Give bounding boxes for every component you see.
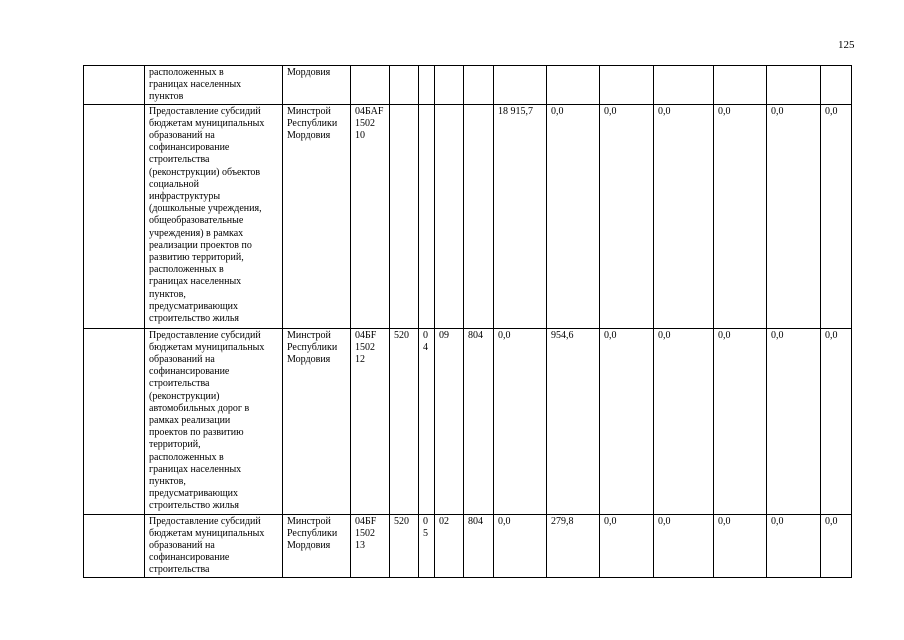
value-cell: 0,0: [654, 104, 714, 328]
value-cell: 0,0: [714, 328, 767, 514]
grbs-cell: 520: [390, 514, 419, 577]
code-cell: 04БF 1502 13: [351, 514, 390, 577]
value-cell: 0,0: [821, 328, 852, 514]
vr-cell: 804: [464, 328, 494, 514]
rz-cell: 0 5: [419, 514, 435, 577]
value-cell: [821, 66, 852, 105]
value-cell: [547, 66, 600, 105]
name-cell: расположенных в границах населенных пунктов: [145, 66, 283, 105]
rz-cell: [419, 104, 435, 328]
code-cell: [351, 66, 390, 105]
pr-cell: [435, 104, 464, 328]
value-cell: 279,8: [547, 514, 600, 577]
value-cell: 0,0: [714, 514, 767, 577]
number-cell: [84, 104, 145, 328]
executor-cell: Минстрой Республики Мордовия: [283, 328, 351, 514]
pr-cell: 02: [435, 514, 464, 577]
executor-cell: Минстрой Республики Мордовия: [283, 514, 351, 577]
grbs-cell: [390, 104, 419, 328]
value-cell: 0,0: [494, 328, 547, 514]
value-cell: [714, 66, 767, 105]
vr-cell: [464, 66, 494, 105]
number-cell: [84, 514, 145, 577]
table-row: [84, 514, 852, 577]
value-cell: 0,0: [821, 104, 852, 328]
name-cell: Предоставление субсидий бюджетам муниципальных образований на софинансирование строительства (реконструкции) объектов социальной инфраструктуры (дошкольные учреждения, общеобразовательные учреждения) в рамках реализации проектов по развитию территорий, расположенных в границах населенных пунктов, предусматривающих строительство жилья: [145, 104, 283, 328]
grbs-cell: [390, 66, 419, 105]
rz-cell: [419, 66, 435, 105]
table-row: [84, 328, 852, 514]
value-cell: 0,0: [654, 328, 714, 514]
name-cell: Предоставление субсидий бюджетам муниципальных образований на софинансирование строительства: [145, 514, 283, 577]
vr-cell: 804: [464, 514, 494, 577]
value-cell: 0,0: [767, 328, 821, 514]
pr-cell: 09: [435, 328, 464, 514]
code-cell: 04БАF 1502 10: [351, 104, 390, 328]
executor-cell: Мордовия: [283, 66, 351, 105]
value-cell: 0,0: [600, 104, 654, 328]
table-row: [84, 104, 852, 328]
value-cell: 0,0: [600, 328, 654, 514]
value-cell: [654, 66, 714, 105]
number-cell: [84, 66, 145, 105]
budget-table: [83, 65, 852, 578]
table-row: [84, 66, 852, 105]
number-cell: [84, 328, 145, 514]
page-number: 125: [838, 39, 855, 51]
value-cell: [494, 66, 547, 105]
vr-cell: [464, 104, 494, 328]
name-cell: Предоставление субсидий бюджетам муниципальных образований на софинансирование строительства (реконструкции) автомобильных дорог в рамках реализации проектов по развитию территорий, расположенных в границах населенных пунктов, предусматривающих строительство жилья: [145, 328, 283, 514]
value-cell: 18 915,7: [494, 104, 547, 328]
value-cell: [600, 66, 654, 105]
value-cell: 0,0: [654, 514, 714, 577]
value-cell: [767, 66, 821, 105]
value-cell: 0,0: [494, 514, 547, 577]
executor-cell: Минстрой Республики Мордовия: [283, 104, 351, 328]
value-cell: 0,0: [600, 514, 654, 577]
rz-cell: 0 4: [419, 328, 435, 514]
value-cell: 954,6: [547, 328, 600, 514]
pr-cell: [435, 66, 464, 105]
grbs-cell: 520: [390, 328, 419, 514]
value-cell: 0,0: [767, 104, 821, 328]
value-cell: 0,0: [714, 104, 767, 328]
value-cell: 0,0: [547, 104, 600, 328]
value-cell: 0,0: [821, 514, 852, 577]
code-cell: 04БF 1502 12: [351, 328, 390, 514]
value-cell: 0,0: [767, 514, 821, 577]
